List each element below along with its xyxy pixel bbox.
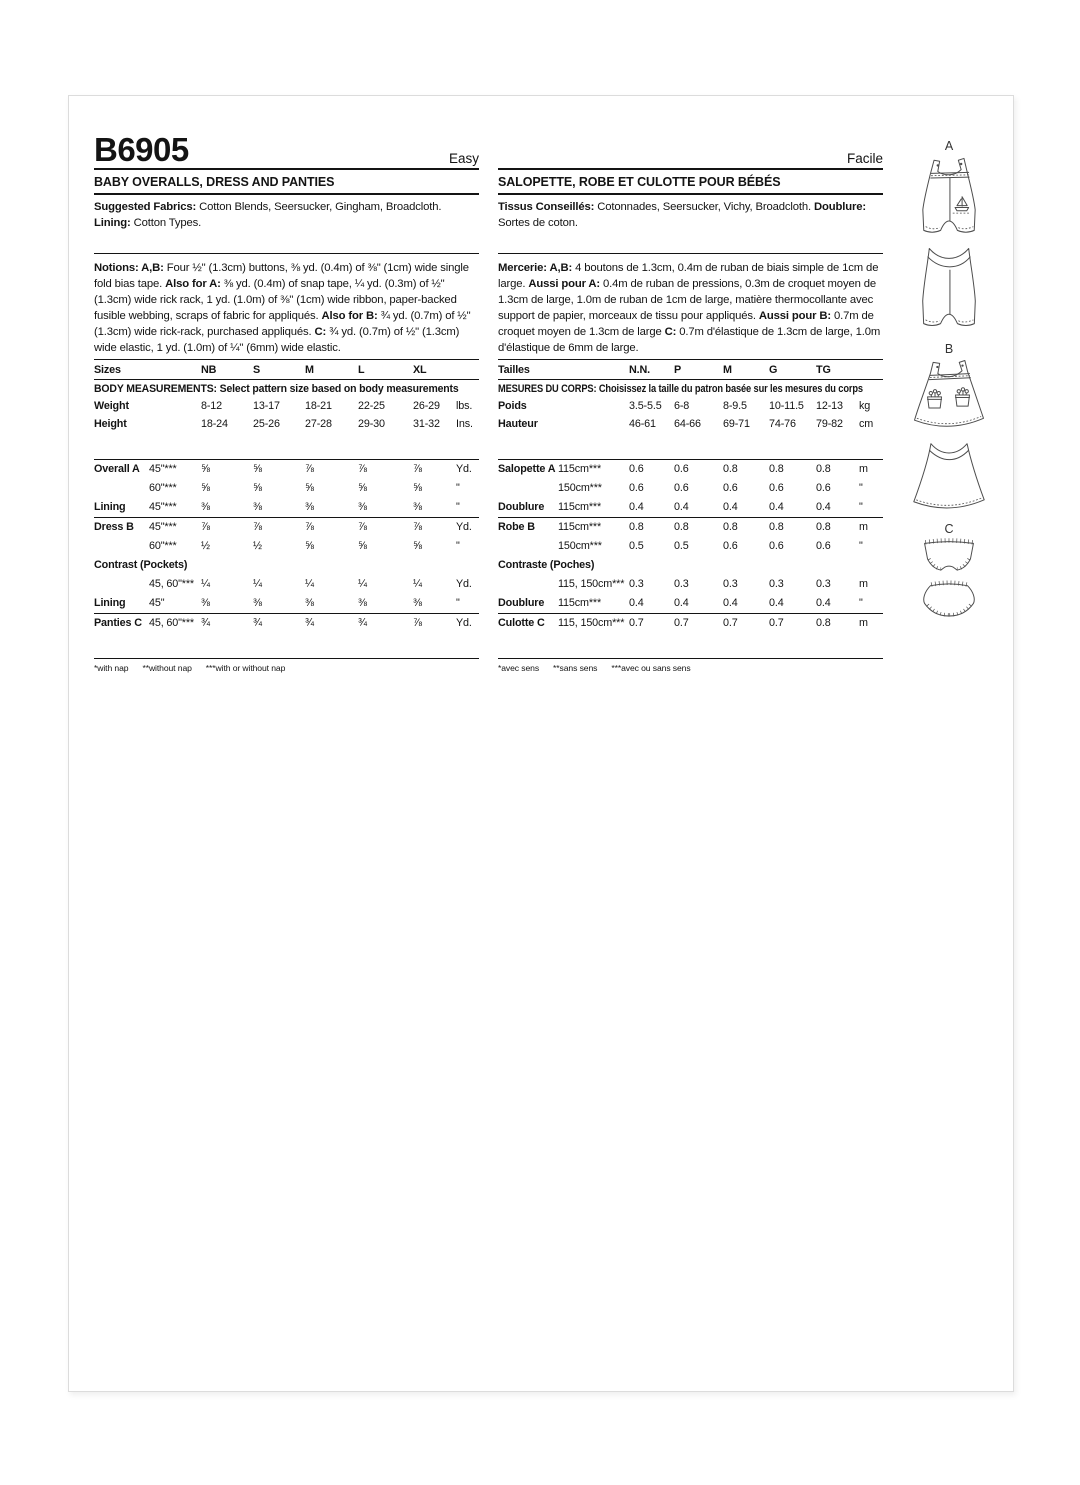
text-run: Aussi pour B: [758,310,831,322]
table-cell: 0.3 [674,578,689,590]
text-run: Cotton Blends, Seersucker, Gingham, Broadcloth. [196,201,442,213]
table-cell: 0.8 [723,463,738,475]
table-cell: ½ [253,540,262,552]
table-cell: 115, 150cm*** [558,617,625,629]
footnote-item: ***avec ou sans sens [611,662,691,673]
table-cell: NB [201,363,217,376]
table-row [94,460,479,479]
table-cell: 60"*** [149,482,177,494]
table-row [94,380,479,398]
text-run: Doublure: [813,201,866,213]
text-run: Sortes de coton. [498,217,578,229]
body-measurements-table-en [94,359,479,433]
overalls-back-drawing [901,241,997,333]
table-cell: 64-66 [674,417,701,430]
table-cell: m [859,463,868,475]
table-cell: 18-21 [305,400,332,413]
table-cell: ⅝ [201,463,210,475]
table-cell: Doublure [498,501,545,513]
table-cell: ⅝ [358,482,367,494]
footnote-item: ***with or without nap [205,662,286,673]
table-cell: 0.8 [674,521,689,533]
table-cell: ⅞ [358,521,367,533]
table-cell: " [859,482,863,494]
text-run: Notions: A,B: [94,262,164,274]
table-cell: ⅞ [305,463,314,475]
table-cell: kg [859,400,871,413]
table-cell: 18-24 [201,417,228,430]
text-run: 0.7m d'élastique de 1.3cm de large, 1.0m d'élastique de 6mm de large. [498,326,881,354]
table-cell: ⅞ [201,521,210,533]
table-cell: ½ [201,540,210,552]
table-cell: 0.6 [629,482,644,494]
difficulty-label-fr: Facile [846,150,883,166]
table-cell: " [859,597,863,609]
table-cell: Lining [94,501,126,513]
table-cell: 0.6 [816,540,831,552]
text-run: ¾ yd. (0.7m) of ½" (1.3cm) wide elastic, 1 yd. (1.0m) of ¼" (6mm) wide elastic. [94,326,460,354]
table-cell: 0.5 [674,540,689,552]
view-b-back-illustration [893,438,1005,516]
table-cell: 115, 150cm*** [558,578,625,590]
table-cell: ¼ [253,578,262,590]
table-span-cell: Contraste (Poches) [498,559,595,571]
table-cell: 0.4 [674,501,689,513]
text-run: Suggested Fabrics: [94,201,197,213]
table-cell: 60"*** [149,540,177,552]
table-cell: Overall A [94,463,140,475]
table-cell: 0.4 [816,597,831,609]
table-row [94,415,479,433]
garment-title-fr: SALOPETTE, ROBE ET CULOTTE POUR BÉBÉS [498,175,883,195]
table-cell: ⅝ [305,482,314,494]
table-cell: 0.6 [674,463,689,475]
table-cell: 0.8 [723,521,738,533]
body-measurements-table-fr [498,359,883,433]
text-run: Also for A: [165,278,221,290]
pattern-number: B6905 [94,131,189,168]
table-cell: 115cm*** [558,463,602,475]
table-cell: 27-28 [305,417,332,430]
table-cell: Sizes [94,363,121,376]
table-cell: N.N. [629,363,650,376]
panties-back-drawing [912,579,986,619]
table-cell: ⅞ [413,463,422,475]
table-cell: ⅜ [358,501,367,513]
header-row [498,126,883,170]
table-cell: 29-30 [358,417,385,430]
table-cell: Yd. [456,463,472,475]
text-run: Mercerie: A,B: [498,262,573,274]
table-cell: Tailles [498,363,530,376]
view-c-back-illustration [893,579,1005,619]
table-cell: M [723,363,732,376]
table-cell: 0.3 [629,578,644,590]
table-cell: 115cm*** [558,521,602,533]
table-span-cell: Contrast (Pockets) [94,559,188,571]
table-cell: " [456,597,460,609]
table-span-cell: BODY MEASUREMENTS: Select pattern size based on body measurements [94,382,459,395]
divider-rule [498,658,883,659]
table-cell: 31-32 [413,417,440,430]
table-cell: Poids [498,400,527,413]
divider-rule [94,658,479,659]
table-cell: ¾ [358,617,367,629]
text-run: ⅜ yd. (0.4m) of snap tape, ¼ yd. (0.3m) of ½" (1.3cm) wide rick rack, 1 yd. (1.0m) of ⅜" (1cm) wide ribbon, paper-backed fusible webbing, scraps of fabric for appliqués. [94,278,457,322]
table-cell: Lining [94,597,126,609]
table-cell: cm [859,417,874,430]
table-cell: 0.6 [816,482,831,494]
table-cell: 0.4 [723,501,738,513]
table-row [498,398,883,416]
nap-footnote-en [94,663,479,673]
table-cell: Ins. [456,417,473,430]
english-column [94,96,479,673]
table-cell: ⅞ [305,521,314,533]
suggested-fabrics-fr [498,199,883,253]
view-c-label: C [944,522,954,536]
table-cell: Yd. [456,617,472,629]
french-column [498,96,883,673]
table-row [94,575,479,594]
table-cell: 0.8 [629,521,644,533]
view-a-front-illustration [893,150,1005,236]
view-a-back-illustration [893,241,1005,333]
table-row [498,575,883,594]
table-cell: Height [94,417,127,430]
footnote-item: **sans sens [553,662,598,673]
table-row [94,360,479,380]
suggested-fabrics-en [94,199,479,253]
table-cell: m [859,578,868,590]
table-cell: 45"*** [149,521,177,533]
table-cell: ⅜ [305,597,314,609]
table-cell: Dress B [94,521,134,533]
table-cell: " [859,501,863,513]
table-cell: M [305,363,314,376]
nap-footnote-fr [498,663,883,673]
table-row [498,380,883,398]
table-cell: ¼ [413,578,422,590]
table-cell: 0.3 [769,578,784,590]
table-cell: 0.6 [769,482,784,494]
table-row [498,594,883,614]
table-cell: " [456,540,460,552]
table-cell: 25-26 [253,417,280,430]
text-run: Aussi pour A: [528,278,601,290]
table-row [94,614,479,633]
notions-fr [498,260,883,356]
table-cell: 0.4 [629,501,644,513]
table-cell: ⅝ [358,540,367,552]
text-run: Cotton Types. [130,217,202,229]
pattern-envelope-back-sheet [68,95,1014,1392]
table-cell: 45, 60"*** [149,578,194,590]
table-cell: S [253,363,261,376]
table-cell: 26-29 [413,400,440,413]
text-run: Also for B: [321,310,378,322]
table-row [498,518,883,537]
dress-back-drawing [897,438,1001,516]
yardage-table-en [94,459,479,633]
table-cell: 150cm*** [558,540,602,552]
table-cell: ¼ [201,578,210,590]
table-cell: ¾ [253,617,262,629]
table-cell: L [358,363,365,376]
table-cell: G [769,363,778,376]
table-cell: ⅜ [253,501,262,513]
table-row [94,498,479,518]
table-cell: ⅜ [253,597,262,609]
table-cell: lbs. [456,400,473,413]
table-cell: 0.7 [723,617,738,629]
table-row [498,460,883,479]
table-cell: ¾ [201,617,210,629]
table-row [498,360,883,380]
table-row [94,594,479,614]
header-row [94,126,479,170]
view-b-label: B [944,342,954,356]
table-cell: 0.4 [629,597,644,609]
table-cell: P [674,363,682,376]
table-cell: ⅜ [201,501,210,513]
table-cell: 0.4 [723,597,738,609]
table-cell: XL [413,363,427,376]
table-cell: 0.8 [769,521,784,533]
difficulty-label-en: Easy [448,150,479,166]
table-cell: ⅜ [413,501,422,513]
table-cell: ⅜ [413,597,422,609]
table-cell: 0.8 [816,463,831,475]
text-run: 0.7m de croquet moyen de 1.3cm de large [498,310,874,338]
overalls-front-drawing [901,150,997,236]
table-cell: ⅞ [253,521,262,533]
table-cell: Culotte C [498,617,545,629]
table-cell: ⅞ [358,463,367,475]
footnote-item: **without nap [142,662,192,673]
table-cell: Robe B [498,521,535,533]
garment-title-en: BABY OVERALLS, DRESS AND PANTIES [94,175,479,195]
text-run: Cotonnades, Seersucker, Vichy, Broadcloth. [594,201,814,213]
table-cell: 0.6 [629,463,644,475]
table-cell: ⅞ [413,521,422,533]
text-run: 0.4m de ruban de pressions, 0.3m de croquet moyen de 1.3cm de large, 1.0m de ruban de 1cm de large, matière thermocollante avec support de papier, morceaux de tissu pour appliqués. [498,278,876,322]
text-run: Tissus Conseillés: [498,201,595,213]
table-cell: 6-8 [674,400,690,413]
table-cell: ⅝ [413,482,422,494]
table-cell: 0.6 [674,482,689,494]
text-run: 4 boutons de 1.3cm, 0.4m de ruban de biais simple de 1cm de large. [498,262,879,290]
table-cell: Doublure [498,597,545,609]
table-cell: 115cm*** [558,501,602,513]
yardage-table-fr [498,459,883,633]
table-cell: ⅞ [413,617,422,629]
table-cell: 150cm*** [558,482,602,494]
table-cell: 0.5 [629,540,644,552]
table-cell: 0.8 [769,463,784,475]
table-cell: ⅝ [305,540,314,552]
dress-front-drawing [897,354,1001,436]
panties-front-drawing [912,536,986,576]
table-cell: ⅝ [253,482,262,494]
table-cell: 8-12 [201,400,223,413]
text-run: ¾ yd. (0.7m) of ½" (1.3cm) wide rick-rack, purchased appliqués. [94,310,471,338]
table-cell: ⅜ [201,597,210,609]
table-cell: 12-13 [816,400,843,413]
view-b-front-illustration [893,354,1005,436]
table-cell: 10-11.5 [769,400,804,413]
table-cell: ⅜ [358,597,367,609]
table-cell: 0.4 [769,501,784,513]
table-cell: 3.5-5.5 [629,400,662,413]
table-cell: m [859,521,868,533]
table-row [94,518,479,537]
view-a-label: A [944,139,954,153]
table-row [498,415,883,433]
table-cell: 45"*** [149,501,177,513]
table-cell: 0.7 [629,617,644,629]
table-cell: Hauteur [498,417,538,430]
table-cell: " [456,501,460,513]
table-cell: 22-25 [358,400,385,413]
table-cell: 0.6 [723,482,738,494]
table-cell: Yd. [456,521,472,533]
table-cell: 0.6 [723,540,738,552]
table-row [94,479,479,498]
table-cell: 0.8 [816,521,831,533]
table-cell: 74-76 [769,417,796,430]
table-cell: ¼ [305,578,314,590]
table-row [498,498,883,518]
table-cell: 0.3 [816,578,831,590]
table-cell: 45"*** [149,463,177,475]
table-cell: 0.4 [816,501,831,513]
table-cell: 46-61 [629,417,656,430]
text-run: C: [314,326,327,338]
table-cell: ⅝ [253,463,262,475]
table-cell: ¼ [358,578,367,590]
table-cell: Panties C [94,617,142,629]
table-cell: ⅜ [305,501,314,513]
table-cell: 0.7 [674,617,689,629]
text-run: C: [664,326,677,338]
table-cell: Yd. [456,578,472,590]
notions-en [94,260,479,356]
table-cell: 115cm*** [558,597,602,609]
table-row [498,537,883,556]
table-cell: Salopette A [498,463,556,475]
table-cell: Weight [94,400,129,413]
table-cell: 45, 60"*** [149,617,194,629]
table-row [94,398,479,416]
table-cell: 79-82 [816,417,843,430]
table-row [498,479,883,498]
text-run: Four ½" (1.3cm) buttons, ⅜ yd. (0.4m) of ⅜" (1cm) wide single fold bias tape. [94,262,469,290]
table-cell: 69-71 [723,417,750,430]
table-row [498,556,883,575]
table-row [94,537,479,556]
table-row [498,614,883,633]
table-cell: 0.4 [769,597,784,609]
table-cell: " [859,540,863,552]
table-cell: m [859,617,868,629]
view-c-front-illustration [893,536,1005,576]
table-cell: 0.3 [723,578,738,590]
footnote-item: *with nap [94,662,129,673]
table-row [94,556,479,575]
table-cell: 0.8 [816,617,831,629]
footnote-item: *avec sens [498,662,540,673]
table-cell: 0.7 [769,617,784,629]
table-span-cell: MESURES DU CORPS: Choisissez la taille du patron basée sur les mesures du corps [498,382,863,395]
table-cell: 0.6 [769,540,784,552]
text-run: Lining: [94,217,131,229]
table-cell: ¾ [305,617,314,629]
table-cell: 0.4 [674,597,689,609]
table-cell: TG [816,363,831,376]
table-cell: 45" [149,597,165,609]
table-cell: ⅝ [413,540,422,552]
divider-rule [94,253,479,254]
table-cell: " [456,482,460,494]
table-cell: 13-17 [253,400,280,413]
divider-rule [498,253,883,254]
table-cell: ⅝ [201,482,210,494]
table-cell: 8-9.5 [723,400,747,413]
